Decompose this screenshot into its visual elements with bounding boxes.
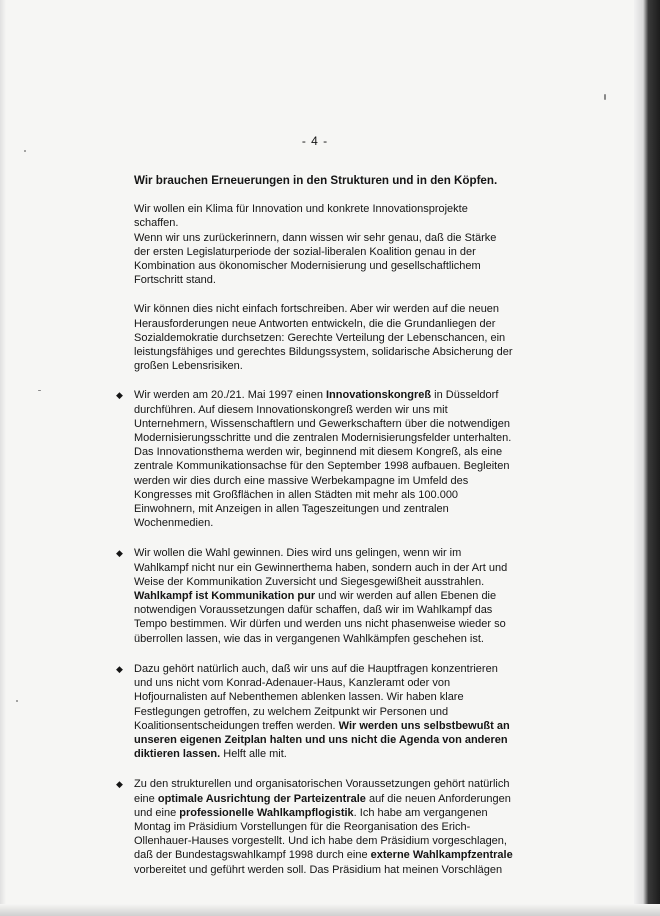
text-line: überrollen lassen, wie das in vergangenen Wahlkämpfen geschehen ist. (134, 632, 484, 645)
text-line: Hofjournalisten auf Nebenthemen ablenken lassen. Wir haben klare (134, 691, 464, 704)
scan-speck (24, 150, 26, 152)
text-line: Unternehmern, Wissenschaftlern und Gewerkschaftern über die notwendigen (134, 417, 511, 430)
text-line: leistungsfähiges und gerechtes Bildungssystem, solidarische Absicherung der (134, 346, 513, 359)
bullet-diamond-icon: ◆ (116, 779, 123, 790)
text-line: eine optimale Ausrichtung der Parteizentrale auf die neuen Anforderungen (134, 792, 511, 805)
scan-shadow-bottom (0, 904, 660, 916)
bullet-diamond-icon: ◆ (116, 390, 123, 401)
bullet-item-parteizentrale (116, 777, 534, 876)
text-line: vorbereitet und geführt werden soll. Das Präsidium hat meinen Vorschlägen (134, 863, 503, 876)
text-line: Wahlkampf nicht nur ein Gewinnerthema haben, sondern auch in der Art und (134, 561, 508, 574)
text-line: Wir können dies nicht einfach fortschreiben. Aber wir werden auf die neuen (134, 303, 500, 316)
text-line: Festlegungen getroffen, zu welchem Zeitpunkt wir Personen und (134, 705, 449, 718)
bullet-diamond-icon: ◆ (116, 548, 123, 559)
text-line: schaffen. (134, 217, 179, 230)
document-body (116, 174, 534, 893)
text-line: und eine professionelle Wahlkampflogistik. Ich habe am vergangenen (134, 806, 488, 819)
text-line: diktieren lassen. Helft alle mit. (134, 748, 287, 761)
text-line: Montag im Präsidium Vorstellungen für die Reorganisation des Erich- (134, 820, 471, 833)
scan-speck (16, 700, 18, 702)
text-line: Herausforderungen neue Antworten entwickeln, die die Grundanliegen der (134, 317, 496, 330)
text-line: durchführen. Auf diesem Innovationskongreß werden wir uns mit (134, 403, 448, 416)
text-line: daß der Bundestagswahlkampf 1998 durch eine externe Wahlkampfzentrale (134, 849, 513, 862)
bullet-item-innovationskongress (116, 388, 534, 530)
bullet-diamond-icon: ◆ (116, 663, 123, 674)
text-line: Wir wollen ein Klima für Innovation und konkrete Innovationsprojekte (134, 203, 468, 216)
text-line: und uns nicht vom Konrad-Adenauer-Haus, Kanzleramt oder von (134, 677, 451, 690)
text-line: Einwohnern, mit Anzeigen in allen Tageszeitungen und zentralen (134, 503, 449, 516)
text-line: Ollenhauer-Hauses vorgestellt. Und ich habe dem Präsidium vorgeschlagen, (134, 835, 507, 848)
text-line: Koalitionsentscheidungen treffen werden. Wir werden uns selbstbewußt an (134, 719, 510, 732)
text-line: Wir wollen die Wahl gewinnen. Dies wird uns gelingen, wenn wir im (134, 547, 462, 560)
text-line: Fortschritt stand. (134, 274, 216, 287)
page-number: - 4 - (301, 134, 329, 148)
text-line: Wir werden am 20./21. Mai 1997 einen Innovationskongreß in Düsseldorf (134, 389, 499, 402)
scan-speck (604, 94, 606, 100)
section-heading: Wir brauchen Erneuerungen in den Strukturen und in den Köpfen. (134, 174, 498, 187)
text-line: Tempo bestimmen. Wir dürfen und werden uns nicht phasenweise wieder so (134, 618, 506, 631)
text-line: Wochenmedien. (134, 517, 214, 530)
text-line: Modernisierungsschritte und die zentralen Modernisierungsfelder unterhalten. (134, 432, 512, 445)
text-line: Zu den strukturellen und organisatorischen Voraussetzungen gehört natürlich (134, 778, 510, 791)
text-line: Wenn wir uns zurückerinnern, dann wissen wir sehr genau, daß die Stärke (134, 231, 497, 244)
text-line: Kongresses mit Großflächen in allen Städten mit mehr als 100.000 (134, 488, 459, 501)
paragraph-2 (134, 302, 534, 373)
text-line: Wahlkampf ist Kommunikation pur und wir werden auf allen Ebenen die (134, 590, 497, 603)
text-line: Dazu gehört natürlich auch, daß wir uns auf die Hauptfragen konzentrieren (134, 662, 498, 675)
scan-shadow-right (634, 0, 660, 916)
text-line: Kombination aus ökonomischer Modernisierung und gesellschaftlichem (134, 260, 481, 273)
text-line: Sozialdemokratie durchsetzen: Gerechte Verteilung der Lebenschancen, ein (134, 331, 506, 344)
paragraph-intro (134, 202, 534, 287)
text-line: zentrale Kommunikationsachse für den September 1998 aufbauen. Begleiten (134, 460, 510, 473)
scan-speck (38, 390, 41, 391)
text-line: der ersten Legislaturperiode der sozial-liberalen Koalition genau in der (134, 245, 476, 258)
text-line: unseren eigenen Zeitplan halten und uns nicht die Agenda von anderen (134, 733, 508, 746)
text-line: Das Innovationsthema werden wir, beginnend mit diesem Kongreß, als eine (134, 446, 503, 459)
bullet-item-hauptfragen (116, 662, 534, 761)
bullet-item-wahl-gewinnen (116, 546, 534, 645)
text-line: großen Lebensrisiken. (134, 360, 243, 373)
text-line: Weise der Kommunikation Zuversicht und Siegesgewißheit ausstrahlen. (134, 575, 485, 588)
text-line: werden wir dies durch eine massive Werbekampagne im Umfeld des (134, 474, 469, 487)
text-line: notwendigen Voraussetzungen dafür schaffen, daß wir im Wahlkampf das (134, 604, 493, 617)
